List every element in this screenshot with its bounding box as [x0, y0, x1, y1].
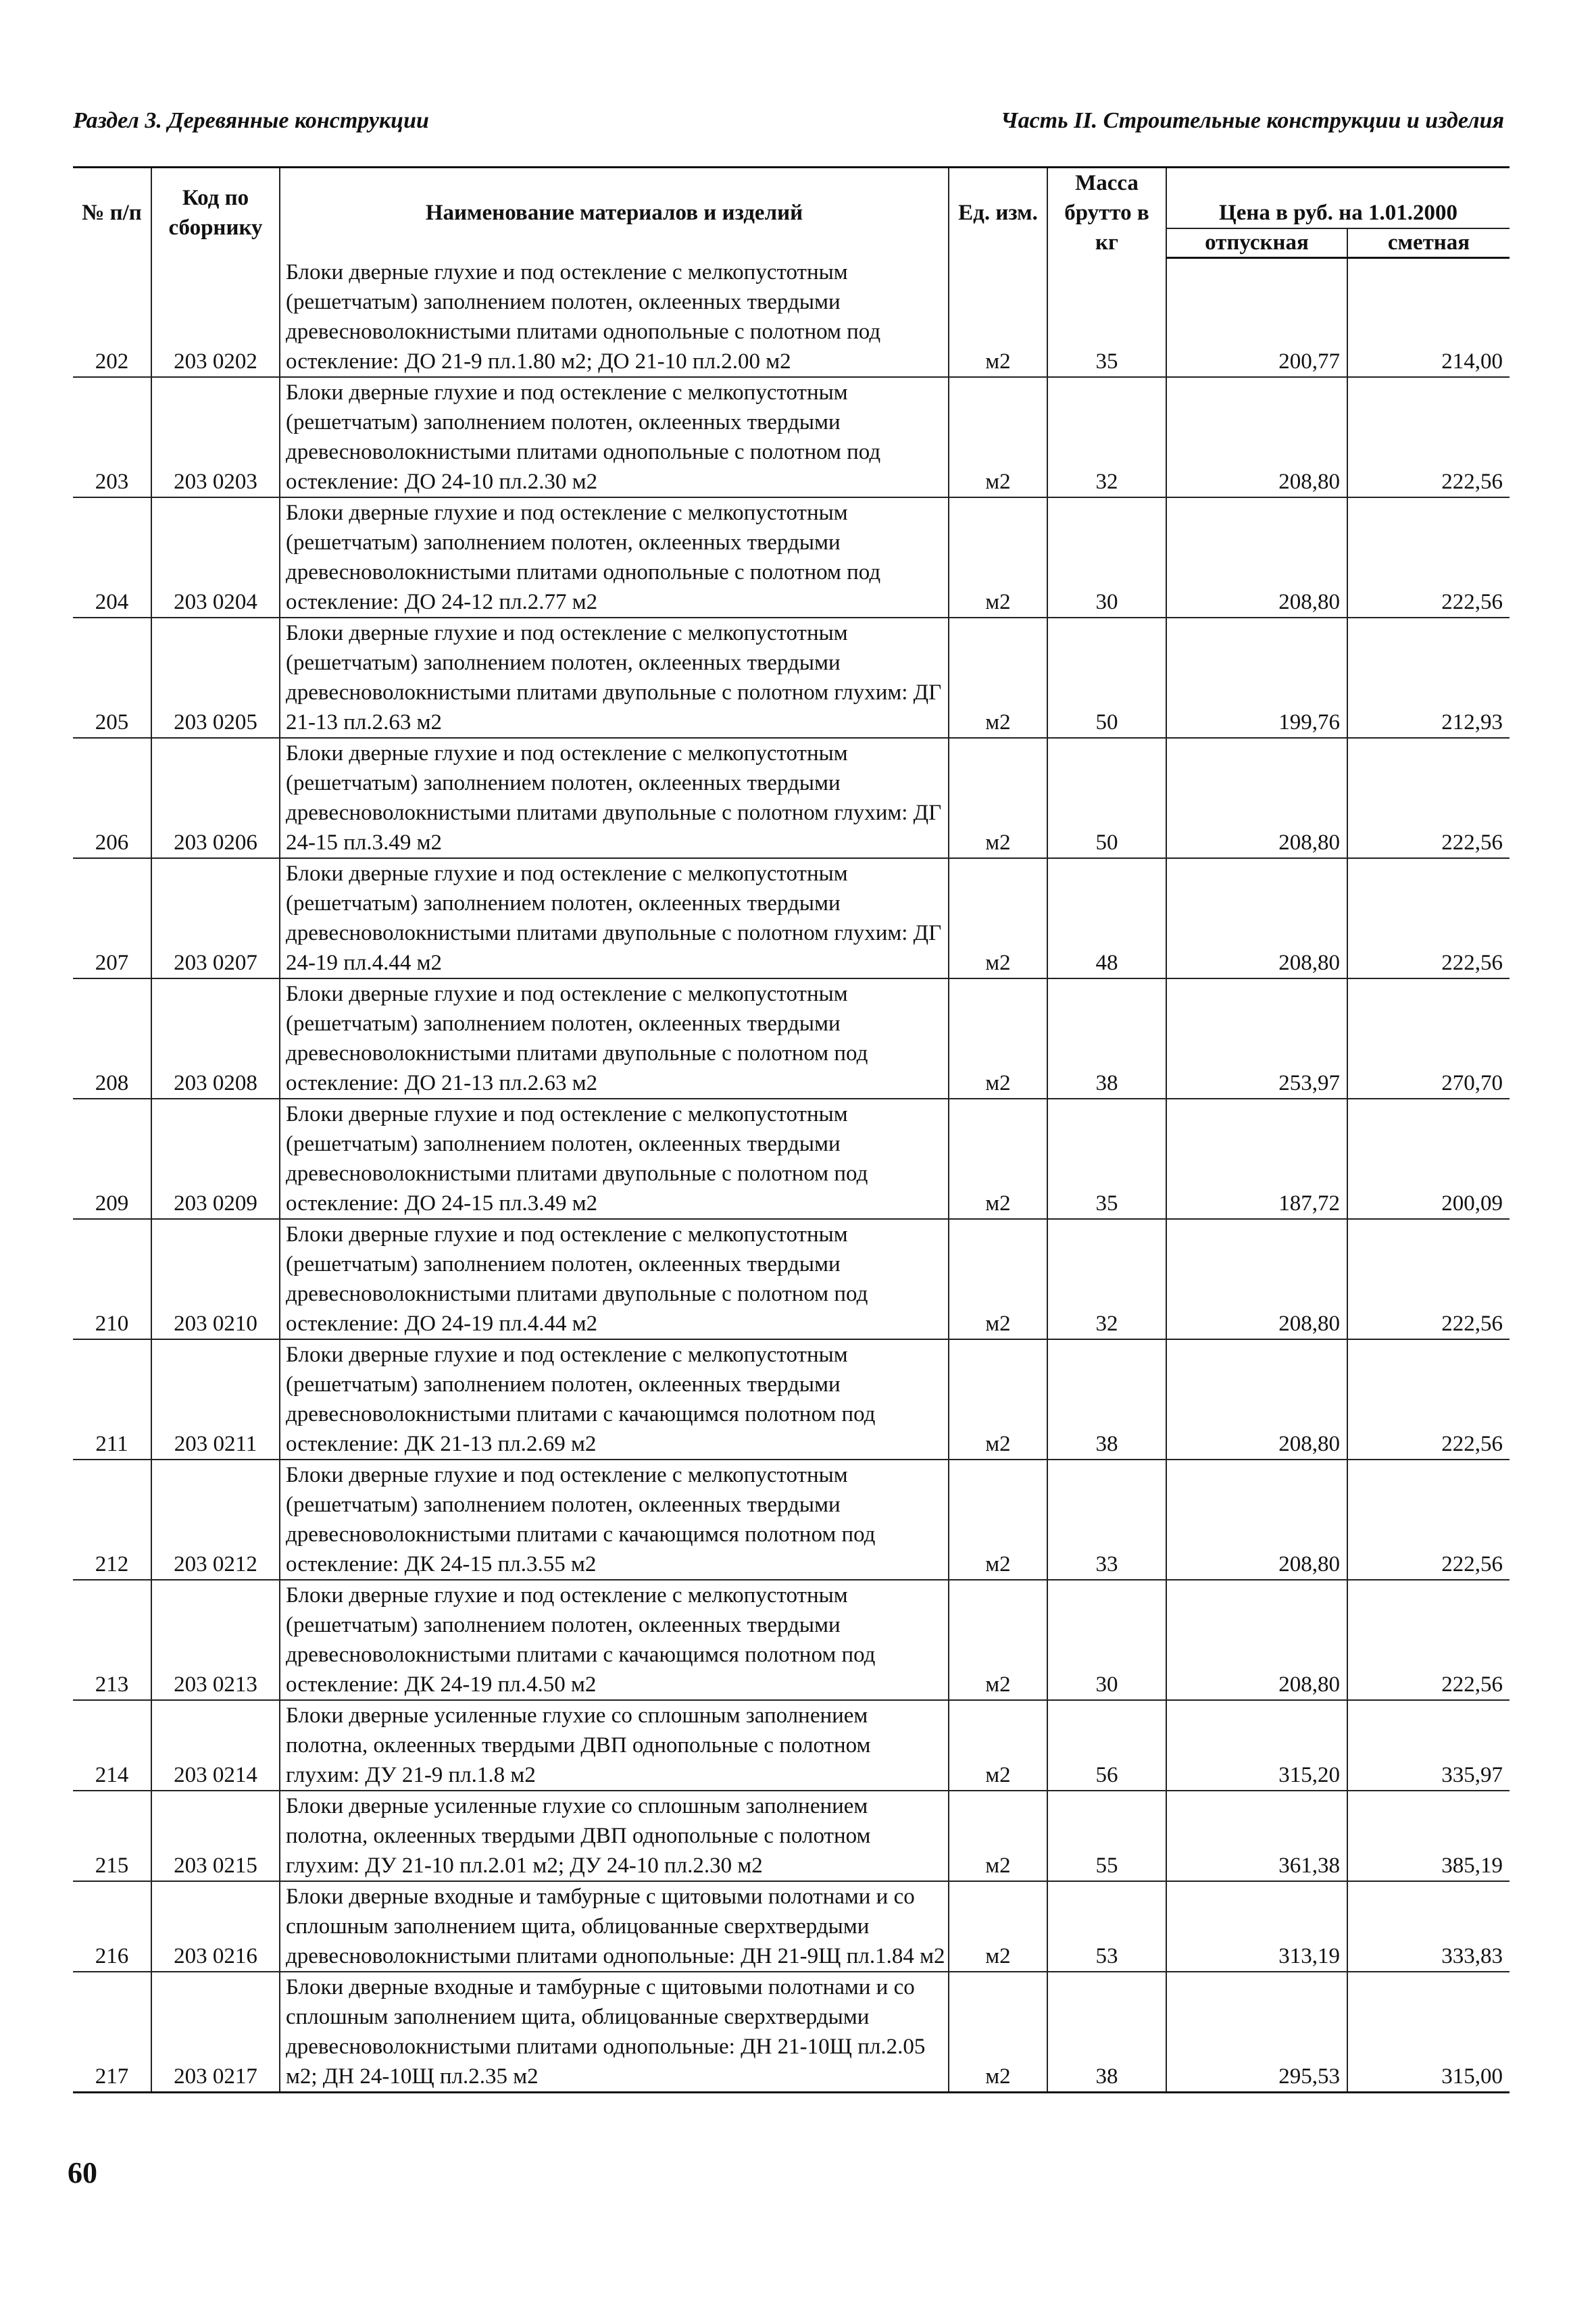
row-mass: 50 — [1047, 618, 1166, 738]
row-release-price: 200,77 — [1166, 257, 1347, 377]
row-release-price: 199,76 — [1166, 618, 1347, 738]
table-row — [73, 738, 1510, 858]
row-estimate-price: 222,56 — [1347, 1460, 1510, 1580]
row-code: 203 0215 — [151, 1791, 280, 1881]
row-name: Блоки дверные глухие и под остекление с мелкопустотным (решетчатым) заполнением полотен, оклеенных твердыми древесноволокнистыми плитами однопольные с полотном под остекление: ДО 24-12 пл.2.77 м2 — [280, 497, 949, 618]
table-row — [73, 1791, 1510, 1881]
row-number: 206 — [73, 738, 151, 858]
row-release-price: 208,80 — [1166, 1460, 1347, 1580]
row-mass: 32 — [1047, 1219, 1166, 1339]
row-estimate-price: 222,56 — [1347, 1339, 1510, 1460]
row-release-price: 253,97 — [1166, 978, 1347, 1099]
row-number: 217 — [73, 1972, 151, 2093]
table-row — [73, 1219, 1510, 1339]
table-row — [73, 1339, 1510, 1460]
row-number: 214 — [73, 1700, 151, 1791]
row-number: 202 — [73, 257, 151, 377]
row-code: 203 0211 — [151, 1339, 280, 1460]
row-number: 210 — [73, 1219, 151, 1339]
row-name: Блоки дверные глухие и под остекление с мелкопустотным (решетчатым) заполнением полотен, оклеенных твердыми древесноволокнистыми плитами двупольные с полотном глухим: ДГ 21-13 пл.2.63 м2 — [280, 618, 949, 738]
row-release-price: 208,80 — [1166, 1339, 1347, 1460]
row-release-price: 315,20 — [1166, 1700, 1347, 1791]
row-mass: 48 — [1047, 858, 1166, 978]
col-header-code: Код по сборнику — [151, 168, 280, 258]
row-name: Блоки дверные глухие и под остекление с мелкопустотным (решетчатым) заполнением полотен, оклеенных твердыми древесноволокнистыми плитами двупольные с полотном под остекление: ДО 24-15 пл.3.49 м2 — [280, 1099, 949, 1219]
row-code: 203 0205 — [151, 618, 280, 738]
table-row — [73, 377, 1510, 497]
row-number: 205 — [73, 618, 151, 738]
row-estimate-price: 222,56 — [1347, 1580, 1510, 1700]
table-row — [73, 858, 1510, 978]
row-number: 213 — [73, 1580, 151, 1700]
col-header-name: Наименование материалов и изделий — [280, 168, 949, 258]
row-number: 211 — [73, 1339, 151, 1460]
row-code: 203 0206 — [151, 738, 280, 858]
table-row — [73, 1700, 1510, 1791]
row-mass: 56 — [1047, 1700, 1166, 1791]
table-row — [73, 1099, 1510, 1219]
row-mass: 32 — [1047, 377, 1166, 497]
row-number: 204 — [73, 497, 151, 618]
row-mass: 35 — [1047, 1099, 1166, 1219]
page-number: 60 — [68, 2156, 97, 2189]
row-unit: м2 — [949, 1881, 1047, 1972]
row-unit: м2 — [949, 1099, 1047, 1219]
row-name: Блоки дверные глухие и под остекление с мелкопустотным (решетчатым) заполнением полотен, оклеенных твердыми древесноволокнистыми плитами двупольные с полотном под остекление: ДО 21-13 пл.2.63 м2 — [280, 978, 949, 1099]
row-unit: м2 — [949, 377, 1047, 497]
row-unit: м2 — [949, 1219, 1047, 1339]
col-header-unit: Ед. изм. — [949, 168, 1047, 258]
row-unit: м2 — [949, 257, 1047, 377]
row-code: 203 0207 — [151, 858, 280, 978]
row-code: 203 0214 — [151, 1700, 280, 1791]
row-mass: 38 — [1047, 1339, 1166, 1460]
row-code: 203 0210 — [151, 1219, 280, 1339]
row-estimate-price: 200,09 — [1347, 1099, 1510, 1219]
row-unit: м2 — [949, 497, 1047, 618]
row-estimate-price: 222,56 — [1347, 1219, 1510, 1339]
materials-price-table — [73, 166, 1510, 2093]
row-code: 203 0208 — [151, 978, 280, 1099]
table-row — [73, 978, 1510, 1099]
row-name: Блоки дверные усиленные глухие со сплошным заполнением полотна, оклеенных твердыми ДВП однопольные с полотном глухим: ДУ 21-10 пл.2.01 м2; ДУ 24-10 пл.2.30 м2 — [280, 1791, 949, 1881]
col-header-num: № п/п — [73, 168, 151, 258]
row-number: 215 — [73, 1791, 151, 1881]
row-code: 203 0216 — [151, 1881, 280, 1972]
col-header-estimate-price: сметная — [1347, 228, 1510, 257]
row-name: Блоки дверные глухие и под остекление с мелкопустотным (решетчатым) заполнением полотен, оклеенных твердыми древесноволокнистыми плитами с качающимся полотном под остекление: ДК 21-13 пл.2.69 м2 — [280, 1339, 949, 1460]
row-mass: 38 — [1047, 978, 1166, 1099]
row-mass: 50 — [1047, 738, 1166, 858]
row-name: Блоки дверные глухие и под остекление с мелкопустотным (решетчатым) заполнением полотен, оклеенных твердыми древесноволокнистыми плитами двупольные с полотном глухим: ДГ 24-19 пл.4.44 м2 — [280, 858, 949, 978]
row-name: Блоки дверные усиленные глухие со сплошным заполнением полотна, оклеенных твердыми ДВП однопольные с полотном глухим: ДУ 21-9 пл.1.8 м2 — [280, 1700, 949, 1791]
row-unit: м2 — [949, 1460, 1047, 1580]
row-unit: м2 — [949, 858, 1047, 978]
table-row — [73, 1580, 1510, 1700]
row-release-price: 208,80 — [1166, 377, 1347, 497]
row-name: Блоки дверные глухие и под остекление с мелкопустотным (решетчатым) заполнением полотен, оклеенных твердыми древесноволокнистыми плитами однопольные с полотном под остекление: ДО 21-9 пл.1.80 м2; ДО 21-10 пл.2.00 м2 — [280, 257, 949, 377]
row-estimate-price: 335,97 — [1347, 1700, 1510, 1791]
row-unit: м2 — [949, 738, 1047, 858]
row-estimate-price: 270,70 — [1347, 978, 1510, 1099]
row-code: 203 0204 — [151, 497, 280, 618]
table-row — [73, 497, 1510, 618]
row-estimate-price: 222,56 — [1347, 377, 1510, 497]
row-release-price: 313,19 — [1166, 1881, 1347, 1972]
row-code: 203 0202 — [151, 257, 280, 377]
row-unit: м2 — [949, 1339, 1047, 1460]
row-release-price: 208,80 — [1166, 738, 1347, 858]
row-number: 203 — [73, 377, 151, 497]
row-number: 207 — [73, 858, 151, 978]
table-row — [73, 257, 1510, 377]
row-estimate-price: 222,56 — [1347, 738, 1510, 858]
row-mass: 35 — [1047, 257, 1166, 377]
row-number: 212 — [73, 1460, 151, 1580]
row-estimate-price: 222,56 — [1347, 858, 1510, 978]
col-header-mass: Масса брутто в кг — [1047, 168, 1166, 258]
table-row — [73, 1460, 1510, 1580]
row-release-price: 361,38 — [1166, 1791, 1347, 1881]
row-code: 203 0213 — [151, 1580, 280, 1700]
row-unit: м2 — [949, 1972, 1047, 2093]
row-estimate-price: 385,19 — [1347, 1791, 1510, 1881]
row-code: 203 0203 — [151, 377, 280, 497]
row-release-price: 208,80 — [1166, 1580, 1347, 1700]
row-code: 203 0209 — [151, 1099, 280, 1219]
row-release-price: 187,72 — [1166, 1099, 1347, 1219]
row-unit: м2 — [949, 1700, 1047, 1791]
row-number: 208 — [73, 978, 151, 1099]
row-name: Блоки дверные глухие и под остекление с мелкопустотным (решетчатым) заполнением полотен, оклеенных твердыми древесноволокнистыми плитами двупольные с полотном глухим: ДГ 24-15 пл.3.49 м2 — [280, 738, 949, 858]
row-estimate-price: 333,83 — [1347, 1881, 1510, 1972]
row-number: 216 — [73, 1881, 151, 1972]
section-header: Раздел 3. Деревянные конструкции — [73, 108, 429, 133]
row-name: Блоки дверные глухие и под остекление с мелкопустотным (решетчатым) заполнением полотен, оклеенных твердыми древесноволокнистыми плитами однопольные с полотном под остекление: ДО 24-10 пл.2.30 м2 — [280, 377, 949, 497]
row-mass: 33 — [1047, 1460, 1166, 1580]
row-code: 203 0212 — [151, 1460, 280, 1580]
col-header-price: Цена в руб. на 1.01.2000 — [1166, 168, 1510, 229]
table-row — [73, 1972, 1510, 2093]
part-header: Часть II. Строительные конструкции и изделия — [1001, 108, 1504, 133]
row-mass: 38 — [1047, 1972, 1166, 2093]
row-release-price: 208,80 — [1166, 858, 1347, 978]
row-mass: 53 — [1047, 1881, 1166, 1972]
row-unit: м2 — [949, 1580, 1047, 1700]
row-release-price: 208,80 — [1166, 497, 1347, 618]
row-name: Блоки дверные входные и тамбурные с щитовыми полотнами и со сплошным заполнением щита, облицованные сверхтвердыми древесноволокнистыми плитами однопольные: ДН 21-9Щ пл.1.84 м2 — [280, 1881, 949, 1972]
row-mass: 30 — [1047, 497, 1166, 618]
col-header-release-price: отпускная — [1166, 228, 1347, 257]
row-estimate-price: 315,00 — [1347, 1972, 1510, 2093]
row-code: 203 0217 — [151, 1972, 280, 2093]
row-name: Блоки дверные входные и тамбурные с щитовыми полотнами и со сплошным заполнением щита, облицованные сверхтвердыми древесноволокнистыми плитами однопольные: ДН 21-10Щ пл.2.05 м2; ДН 24-10Щ пл.2.35 м2 — [280, 1972, 949, 2093]
row-estimate-price: 214,00 — [1347, 257, 1510, 377]
row-number: 209 — [73, 1099, 151, 1219]
row-unit: м2 — [949, 618, 1047, 738]
row-estimate-price: 222,56 — [1347, 497, 1510, 618]
row-name: Блоки дверные глухие и под остекление с мелкопустотным (решетчатым) заполнением полотен, оклеенных твердыми древесноволокнистыми плитами двупольные с полотном под остекление: ДО 24-19 пл.4.44 м2 — [280, 1219, 949, 1339]
row-mass: 30 — [1047, 1580, 1166, 1700]
row-unit: м2 — [949, 978, 1047, 1099]
table-row — [73, 618, 1510, 738]
row-estimate-price: 212,93 — [1347, 618, 1510, 738]
row-name: Блоки дверные глухие и под остекление с мелкопустотным (решетчатым) заполнением полотен, оклеенных твердыми древесноволокнистыми плитами с качающимся полотном под остекление: ДК 24-15 пл.3.55 м2 — [280, 1460, 949, 1580]
row-release-price: 295,53 — [1166, 1972, 1347, 2093]
row-mass: 55 — [1047, 1791, 1166, 1881]
row-unit: м2 — [949, 1791, 1047, 1881]
row-release-price: 208,80 — [1166, 1219, 1347, 1339]
table-row — [73, 1881, 1510, 1972]
row-name: Блоки дверные глухие и под остекление с мелкопустотным (решетчатым) заполнением полотен, оклеенных твердыми древесноволокнистыми плитами с качающимся полотном под остекление: ДК 24-19 пл.4.50 м2 — [280, 1580, 949, 1700]
